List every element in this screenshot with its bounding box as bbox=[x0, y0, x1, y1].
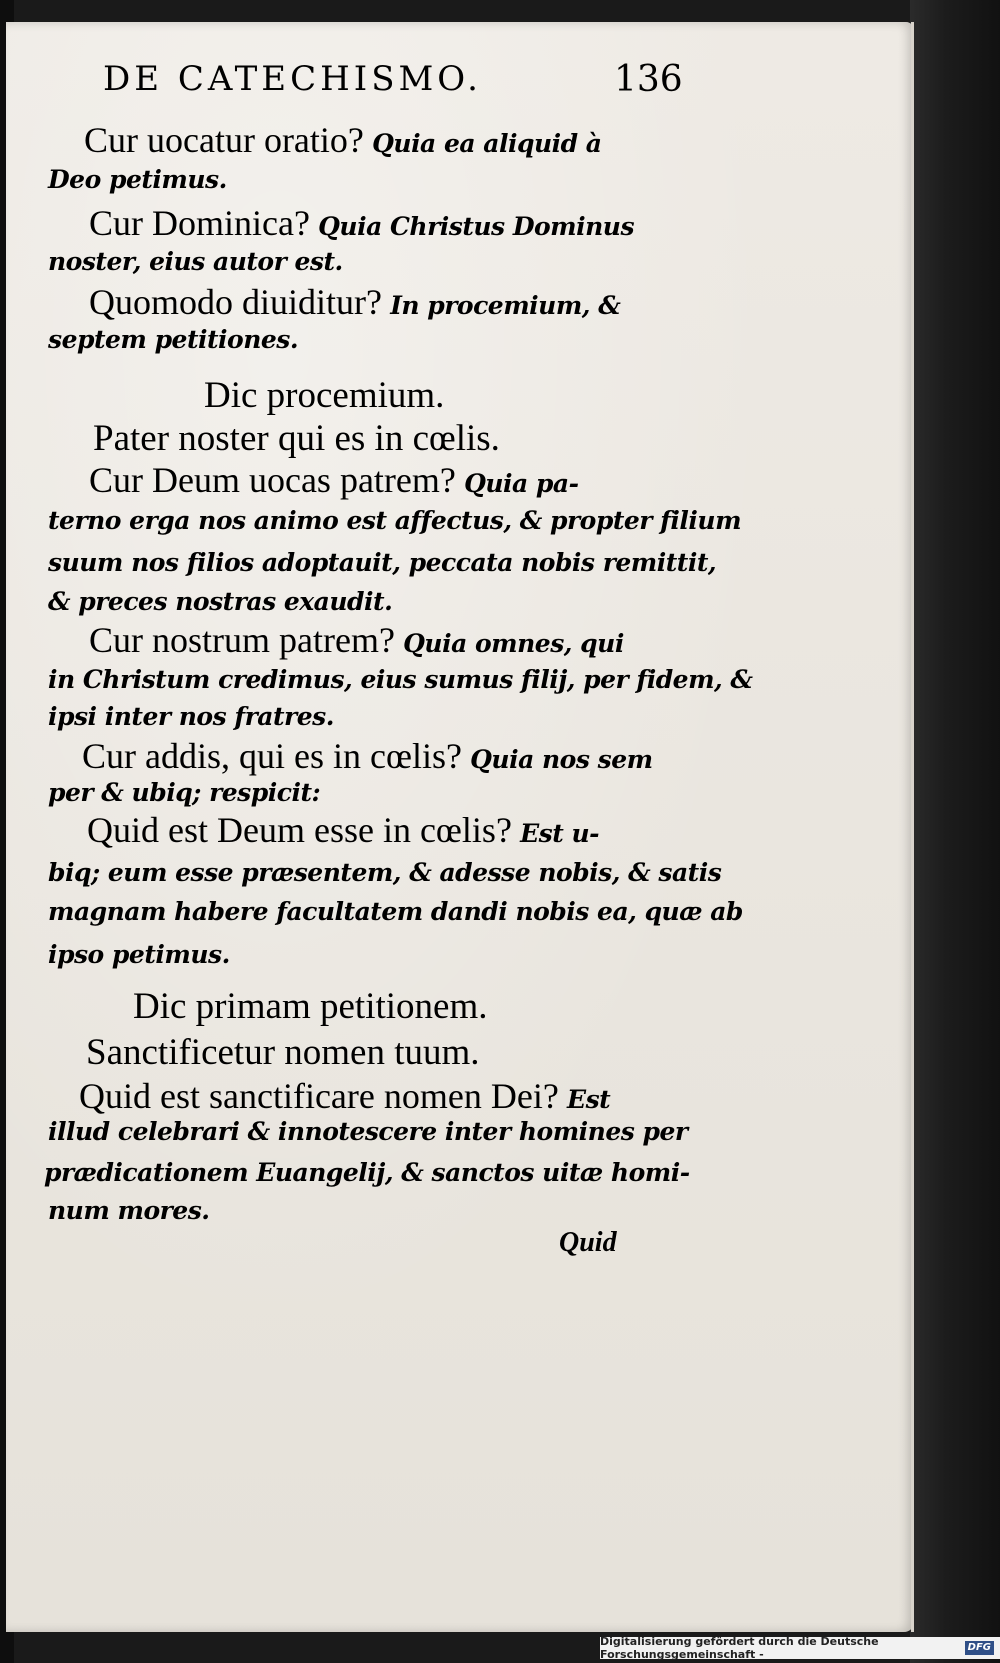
question-text: Quomodo diuiditur? bbox=[89, 282, 382, 322]
text-line bbox=[86, 1034, 480, 1071]
text-line bbox=[133, 988, 488, 1025]
text-line bbox=[48, 780, 320, 805]
text-line bbox=[48, 589, 392, 614]
section-heading: Dic primam petitionem. bbox=[133, 986, 488, 1027]
section-heading: Dic procemium. bbox=[204, 375, 445, 416]
section-heading: Sanctificetur nomen tuum. bbox=[86, 1032, 480, 1073]
question-text: Cur Dominica? bbox=[89, 203, 310, 243]
text-line bbox=[89, 622, 624, 658]
question-text: Cur Deum uocas patrem? bbox=[89, 460, 456, 500]
answer-text: Est u- bbox=[511, 819, 600, 848]
answer-text: Quia omnes, qui bbox=[394, 629, 624, 658]
scan-backdrop-right bbox=[910, 0, 1000, 1663]
answer-text: Deo petimus. bbox=[48, 165, 227, 194]
text-line bbox=[87, 812, 599, 848]
answer-text: In procemium, & bbox=[381, 291, 621, 320]
catchword: Quid bbox=[559, 1227, 617, 1258]
question-text: Cur addis, qui es in cœlis? bbox=[82, 736, 462, 776]
question-text: Cur uocatur oratio? bbox=[84, 120, 364, 160]
running-head: DE CATECHISMO. bbox=[103, 59, 482, 99]
answer-text: ipsi inter nos fratres. bbox=[48, 702, 334, 731]
text-line bbox=[48, 942, 230, 967]
answer-text: illud celebrari & innotescere inter homines per bbox=[48, 1117, 688, 1146]
answer-text: terno erga nos animo est affectus, & propter filium bbox=[48, 506, 742, 535]
text-line bbox=[79, 1078, 610, 1114]
text-line bbox=[48, 550, 716, 575]
text-line bbox=[48, 899, 743, 924]
text-line bbox=[89, 205, 634, 241]
question-text: Quid est sanctificare nomen Dei? bbox=[79, 1076, 559, 1116]
answer-text: Quia ea aliquid à bbox=[363, 129, 602, 158]
answer-text: Quia pa- bbox=[455, 469, 579, 498]
answer-text: Est bbox=[558, 1085, 611, 1114]
book-page bbox=[6, 22, 914, 1632]
answer-text: in Christum credimus, eius sumus filij, per fidem, & bbox=[48, 665, 753, 694]
text-line bbox=[48, 1119, 688, 1144]
answer-text: noster, eius autor est. bbox=[48, 247, 343, 276]
text-line bbox=[48, 704, 334, 729]
digitization-footer bbox=[600, 1637, 1000, 1659]
footer-text: Digitalisierung gefördert durch die Deutsche Forschungsgemeinschaft - bbox=[600, 1635, 879, 1661]
dfg-logo: DFG bbox=[965, 1641, 994, 1655]
question-text: Quid est Deum esse in cœlis? bbox=[87, 810, 512, 850]
text-line bbox=[48, 167, 227, 192]
text-line bbox=[48, 249, 343, 274]
answer-text: Quia nos sem bbox=[461, 745, 653, 774]
answer-text: ipso petimus. bbox=[48, 940, 230, 969]
answer-text: biq; eum esse præsentem, & adesse nobis, & satis bbox=[48, 858, 722, 887]
question-text: Cur nostrum patrem? bbox=[89, 620, 395, 660]
page-edge bbox=[911, 22, 914, 1632]
answer-text: num mores. bbox=[48, 1196, 210, 1225]
text-line bbox=[48, 508, 741, 533]
text-line bbox=[48, 667, 753, 692]
text-line bbox=[44, 1160, 690, 1185]
answer-text: septem petitiones. bbox=[48, 325, 299, 354]
text-line bbox=[48, 327, 298, 352]
text-line bbox=[89, 284, 620, 320]
answer-text: per & ubiq; respicit: bbox=[48, 778, 321, 807]
text-line bbox=[204, 377, 444, 414]
text-line bbox=[48, 860, 721, 885]
answer-text: prædicationem Euangelij, & sanctos uitæ homi- bbox=[44, 1158, 690, 1187]
text-line bbox=[84, 122, 602, 158]
answer-text: suum nos filios adoptauit, peccata nobis remittit, bbox=[48, 548, 717, 577]
page-number: 136 bbox=[614, 59, 683, 100]
section-heading: Pater noster qui es in cœlis. bbox=[93, 418, 500, 459]
text-line bbox=[89, 462, 579, 498]
answer-text: & preces nostras exaudit. bbox=[48, 587, 393, 616]
answer-text: Quia Christus Dominus bbox=[309, 212, 635, 241]
text-line bbox=[82, 738, 653, 774]
text-line bbox=[93, 420, 500, 457]
answer-text: magnam habere facultatem dandi nobis ea, quæ ab bbox=[48, 897, 743, 926]
text-line bbox=[48, 1198, 210, 1223]
